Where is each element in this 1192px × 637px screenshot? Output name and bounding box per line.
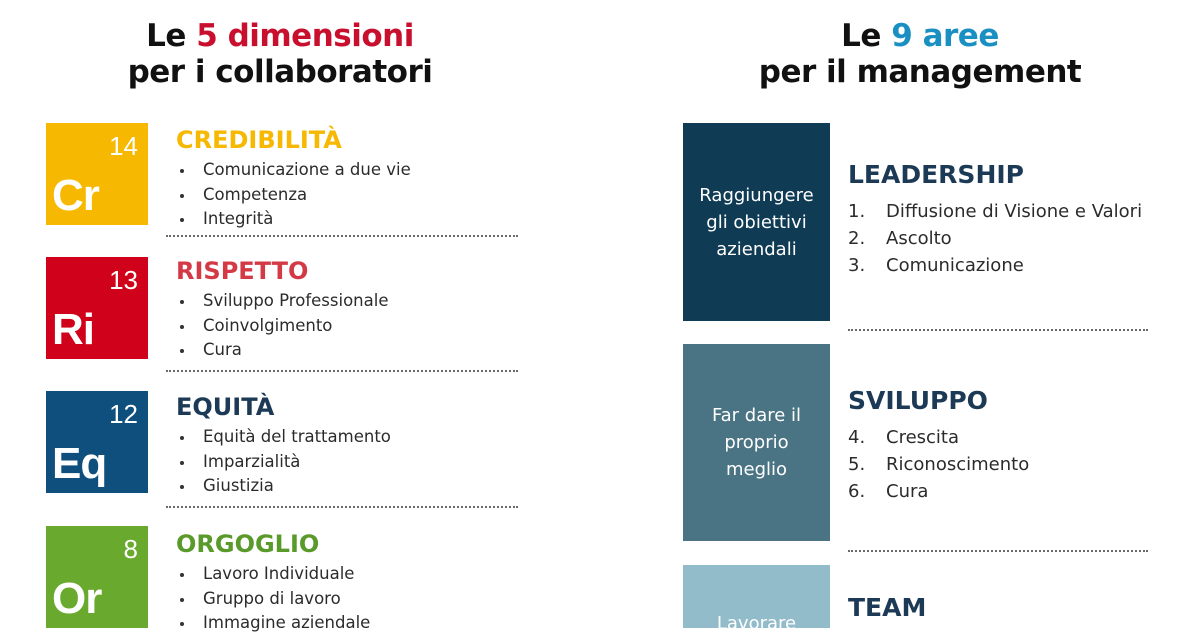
tile-equita bbox=[46, 391, 148, 493]
dimension-orgoglio bbox=[176, 530, 521, 636]
dimension-credibilita bbox=[176, 126, 521, 232]
goal-block-1 bbox=[683, 123, 830, 321]
list-item: 5. Riconoscimento bbox=[848, 454, 1030, 475]
tile-symbol: Or bbox=[52, 574, 102, 623]
tile-rispetto bbox=[46, 257, 148, 359]
title-right-line2: per il management bbox=[758, 54, 1082, 90]
divider bbox=[166, 370, 518, 372]
title-left-highlight: 5 dimensioni bbox=[196, 18, 414, 54]
block-line: aziendali bbox=[716, 238, 797, 260]
area-title: SVILUPPO bbox=[848, 386, 988, 415]
block-line: proprio bbox=[724, 432, 789, 453]
dimension-list bbox=[176, 425, 521, 499]
divider bbox=[848, 550, 1148, 552]
list-item: 4. Crescita bbox=[848, 427, 960, 448]
list-item: Giustizia bbox=[176, 474, 521, 499]
list-item: 2. Ascolto bbox=[848, 228, 952, 249]
tile-number: 8 bbox=[123, 534, 138, 564]
block-line: Lavorare bbox=[716, 613, 797, 634]
area-leadership bbox=[848, 160, 1168, 279]
area-title: TEAM bbox=[848, 593, 927, 622]
goal-block-3 bbox=[683, 565, 830, 634]
tile-symbol: Ri bbox=[52, 305, 94, 354]
title-right-line1: Le 9 aree bbox=[841, 18, 999, 54]
title-left-line2: per i collaboratori bbox=[127, 54, 433, 90]
list-item: Integrità bbox=[176, 207, 521, 232]
area-team bbox=[848, 593, 1168, 623]
tile-number: 13 bbox=[109, 265, 138, 295]
dimension-title: EQUITÀ bbox=[176, 393, 275, 421]
block-line: Far dare il bbox=[711, 405, 802, 426]
block-line: Raggiungere bbox=[699, 184, 814, 206]
dimension-list bbox=[176, 562, 521, 636]
tile-orgoglio bbox=[46, 526, 148, 628]
list-item: Coinvolgimento bbox=[176, 314, 521, 339]
dimension-title: CREDIBILITÀ bbox=[176, 126, 342, 154]
tile-credibilita bbox=[46, 123, 148, 225]
title-right bbox=[700, 18, 1140, 90]
area-title: LEADERSHIP bbox=[848, 160, 1024, 189]
block-line: meglio bbox=[725, 459, 788, 480]
block-line: gli obiettivi bbox=[706, 211, 807, 233]
dimension-title: ORGOGLIO bbox=[176, 530, 320, 558]
list-item: Imparzialità bbox=[176, 450, 521, 475]
list-item: Gruppo di lavoro bbox=[176, 587, 521, 612]
area-list bbox=[848, 424, 1168, 505]
area-sviluppo bbox=[848, 386, 1168, 505]
title-left-line1: Le 5 dimensioni bbox=[146, 18, 414, 54]
list-item: Competenza bbox=[176, 183, 521, 208]
list-item: 3. Comunicazione bbox=[848, 255, 1024, 276]
list-item: Lavoro Individuale bbox=[176, 562, 521, 587]
list-item: Comunicazione a due vie bbox=[176, 158, 521, 183]
area-list bbox=[848, 198, 1168, 279]
tile-number: 12 bbox=[109, 399, 138, 429]
tile-symbol: Eq bbox=[52, 439, 107, 488]
tile-symbol: Cr bbox=[52, 171, 99, 220]
dimension-rispetto bbox=[176, 257, 521, 363]
list-item: Equità del trattamento bbox=[176, 425, 521, 450]
dimension-list bbox=[176, 289, 521, 363]
tile-number: 14 bbox=[109, 131, 138, 161]
dimension-title: RISPETTO bbox=[176, 257, 309, 285]
dimension-list bbox=[176, 158, 521, 232]
divider bbox=[848, 329, 1148, 331]
list-item: 1. Diffusione di Visione e Valori bbox=[848, 201, 1143, 222]
title-left bbox=[60, 18, 500, 90]
title-right-highlight: 9 aree bbox=[891, 18, 999, 54]
divider bbox=[166, 506, 518, 508]
goal-block-2 bbox=[683, 344, 830, 541]
list-item: Sviluppo Professionale bbox=[176, 289, 521, 314]
list-item: 6. Cura bbox=[848, 481, 929, 502]
dimension-equita bbox=[176, 393, 521, 499]
list-item: Immagine aziendale bbox=[176, 611, 521, 636]
list-item: Cura bbox=[176, 338, 521, 363]
divider bbox=[166, 235, 518, 237]
